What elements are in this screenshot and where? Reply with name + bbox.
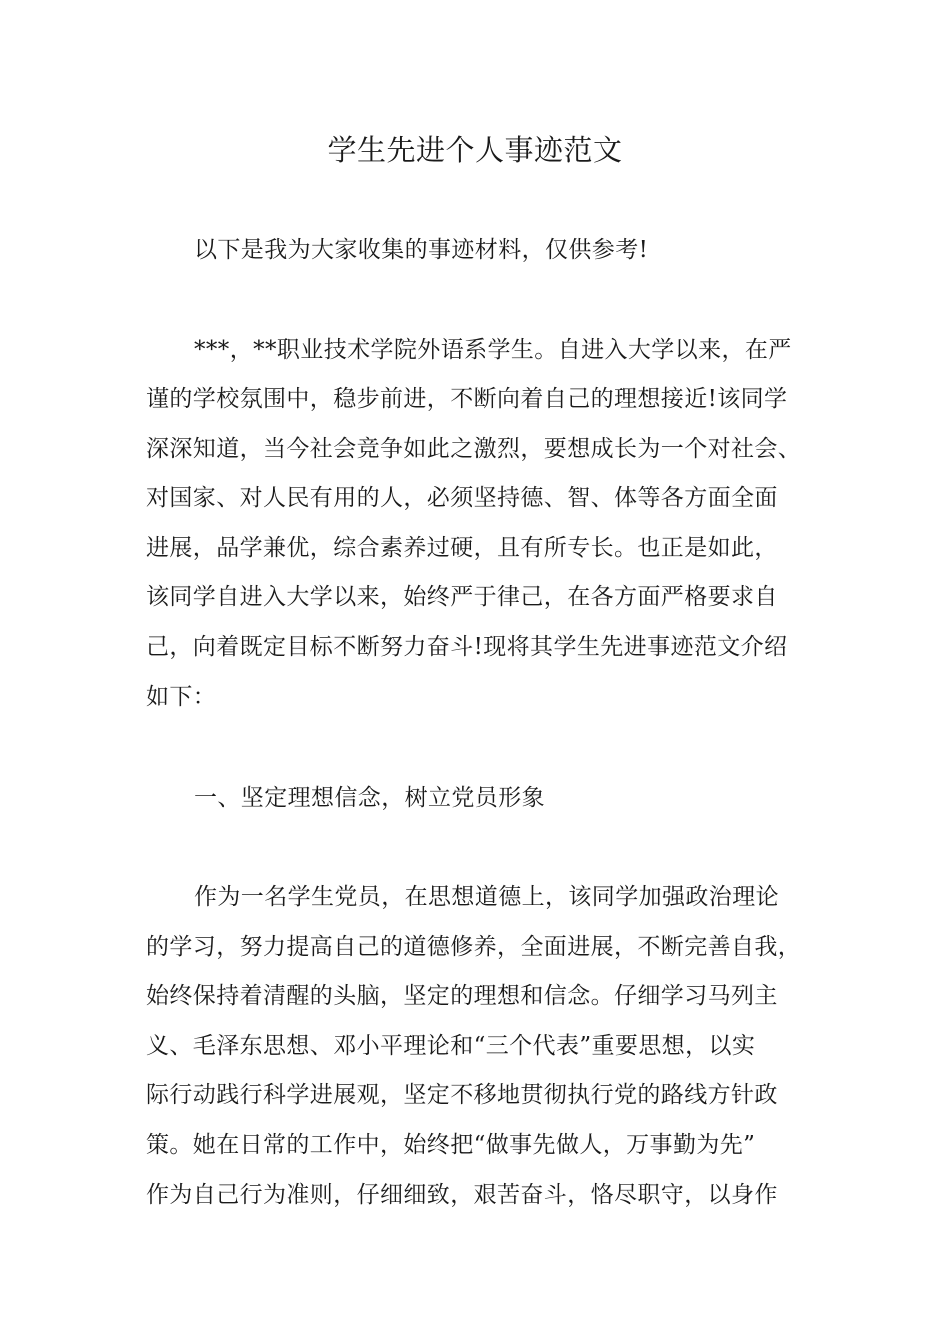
paragraph-line: 对国家、对人民有用的人，必须坚持德、智、体等各方面全面 bbox=[146, 485, 778, 511]
paragraph-line: 作为一名学生党员，在思想道德上，该同学加强政治理论 bbox=[194, 884, 779, 910]
paragraph-line: 义、毛泽东思想、邓小平理论和“三个代表”重要思想，以实 bbox=[146, 1033, 756, 1059]
paragraph-line: 该同学自进入大学以来，始终严于律己，在各方面严格要求自 bbox=[146, 584, 778, 610]
paragraph-line: 作为自己行为准则，仔细细致，艰苦奋斗，恪尽职守，以身作 bbox=[146, 1182, 778, 1208]
section-heading: 一、坚定理想信念，树立党员形象 bbox=[194, 785, 545, 811]
paragraph-line: 进展，品学兼优，综合素养过硬，且有所专长。也正是如此， bbox=[146, 535, 778, 561]
paragraph-line: 深深知道，当今社会竞争如此之激烈，要想成长为一个对社会、 bbox=[146, 436, 802, 462]
paragraph-line: 策。她在日常的工作中，始终把“做事先做人，万事勤为先” bbox=[146, 1132, 756, 1158]
paragraph-line: 始终保持着清醒的头脑，坚定的理想和信念。仔细学习马列主 bbox=[146, 983, 778, 1009]
paragraph-line: ***，**职业技术学院外语系学生。自进入大学以来，在严 bbox=[194, 337, 792, 363]
paragraph-line: 己，向着既定目标不断努力奋斗!现将其学生先进事迹范文介绍 bbox=[146, 634, 788, 660]
document-title: 学生先进个人事迹范文 bbox=[327, 133, 623, 167]
intro-text: 以下是我为大家收集的事迹材料，仅供参考! bbox=[194, 237, 649, 263]
paragraph-line: 如下： bbox=[146, 684, 217, 710]
paragraph-line: 际行动践行科学进展观，坚定不移地贯彻执行党的路线方针政 bbox=[146, 1082, 778, 1108]
paragraph-line: 谨的学校氛围中，稳步前进，不断向着自己的理想接近!该同学 bbox=[146, 386, 788, 412]
paragraph-line: 的学习，努力提高自己的道德修养，全面进展，不断完善自我， bbox=[146, 934, 802, 960]
